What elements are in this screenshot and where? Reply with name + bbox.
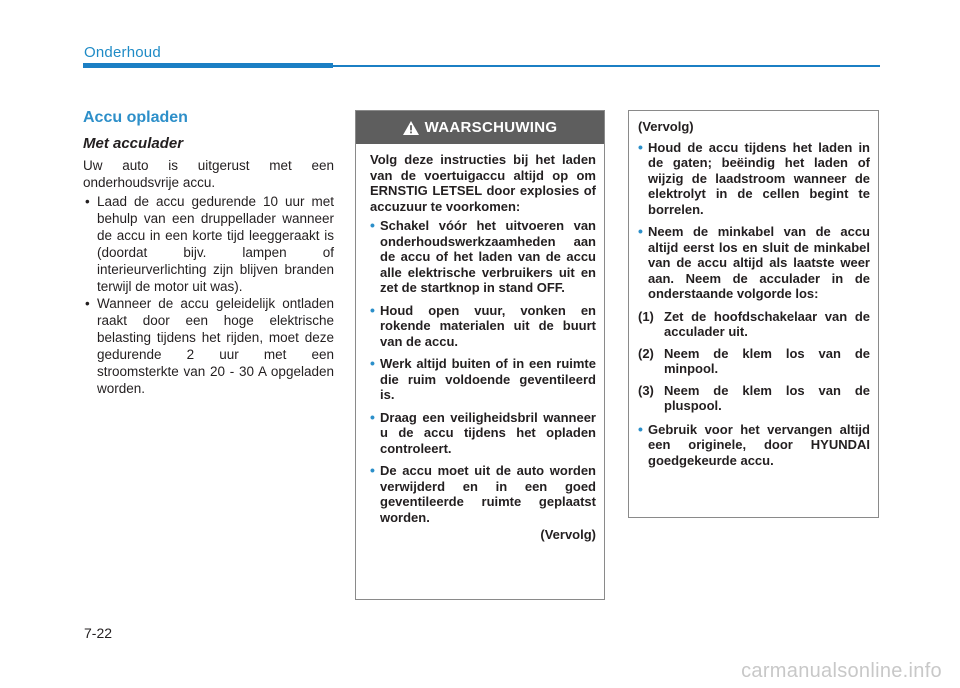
list-item xyxy=(83,295,334,397)
list-item-text: Houd de accu tijdens het laden in de gaten; beëindig het laden of wijzig de laadstroom wanneer de elektrolyt in de cellen begint te borrelen. xyxy=(648,139,870,217)
list-item-text: Draag een veiligheidsbril wanneer u de accu tijdens het opladen controleert. xyxy=(380,409,596,456)
continuation-bullet-list xyxy=(638,140,870,302)
warning-triangle-icon xyxy=(403,121,419,135)
list-item-text: De accu moet uit de auto worden verwijderd en in een goed geventileerde ruimte geplaatst worden. xyxy=(380,463,596,525)
list-item-text: Laad de accu gedurende 10 uur met behulp van een druppellader wanneer de accu in een korte tijd leeggeraakt is (doordat bijv. lampen of interieurverlichting zijn blijven branden terwijl de motor uit was). xyxy=(97,194,334,294)
intro-text: Uw auto is uitgerust met een onderhoudsvrije accu. xyxy=(83,158,334,190)
continuation-title: (Vervolg) xyxy=(638,119,694,134)
page-number: 7-22 xyxy=(84,625,113,641)
list-item-text: Gebruik voor het vervangen altijd een originele, door HYUNDAI goedgekeurde accu. xyxy=(648,421,870,468)
numbered-steps xyxy=(638,309,870,414)
list-item-text: Wanneer de accu geleidelijk ontladen raakt door een hoge elektrische belasting tijdens het rijden, moet deze gedurende 2 uur met een stroomsterkte van 20 - 30 A opgeladen worden. xyxy=(97,296,334,396)
bullet-dot-icon: • xyxy=(370,462,375,478)
continued-note: (Vervolg) xyxy=(540,527,596,542)
bullet-dot-icon: • xyxy=(638,138,643,155)
bullet-dot-icon: • xyxy=(370,217,375,233)
watermark: carmanualsonline.info xyxy=(741,660,942,682)
step-number: (3) xyxy=(638,382,654,398)
left-column xyxy=(83,108,334,397)
warning-heading: WAARSCHUWING xyxy=(424,119,558,136)
bullet-dot-icon: • xyxy=(638,223,643,239)
list-item xyxy=(83,193,334,295)
list-item-text: Houd open vuur, vonken en rokende materialen uit de buurt van de accu. xyxy=(380,302,596,349)
warning-bullet-list xyxy=(370,218,596,525)
section-subtitle: Met acculader xyxy=(83,135,184,152)
bullet-dot-icon: • xyxy=(370,355,375,371)
step-text: Neem de klem los van de minpool. xyxy=(664,345,870,376)
step-text: Zet de hoofdschakelaar van de acculader uit. xyxy=(664,308,870,339)
list-item xyxy=(370,356,596,403)
list-item xyxy=(638,422,870,469)
section-label: Onderhoud xyxy=(84,44,161,61)
bullet-dot-icon: • xyxy=(85,194,90,209)
list-item xyxy=(370,303,596,350)
warning-body xyxy=(356,144,604,543)
step-item xyxy=(638,383,870,414)
bullet-dot-icon: • xyxy=(85,296,90,311)
list-item-text: Neem de minkabel van de accu altijd eerst los en sluit de minkabel van de accu altijd als laatste weer aan. Neem de acculader in de onderstaande volgorde los: xyxy=(648,224,870,301)
step-number: (2) xyxy=(638,345,654,361)
section-title: Accu opladen xyxy=(83,109,188,126)
list-item xyxy=(370,463,596,525)
list-item xyxy=(370,218,596,296)
step-item xyxy=(638,309,870,340)
warning-box xyxy=(355,110,605,600)
bullet-dot-icon: • xyxy=(370,408,375,425)
step-item xyxy=(638,346,870,377)
step-number: (1) xyxy=(638,308,654,324)
warning-header xyxy=(356,111,604,144)
list-item xyxy=(638,224,870,302)
step-text: Neem de klem los van de pluspool. xyxy=(664,382,870,413)
continuation-box xyxy=(628,110,879,518)
list-item-text: Werk altijd buiten of in een ruimte die ruim voldoende geventileerd is. xyxy=(380,356,596,402)
header-rule-thin xyxy=(333,65,880,67)
list-item-text: Schakel vóór het uitvoeren van onderhoudswerkzaamheden aan de accu of het laden van de accu alle elektrische verbruikers uit en zet de startknop in stand OFF. xyxy=(380,218,596,295)
final-bullet-list xyxy=(638,422,870,469)
bullet-dot-icon: • xyxy=(370,301,375,318)
bullet-dot-icon: • xyxy=(638,420,643,437)
header-rule-thick xyxy=(83,63,333,68)
list-item xyxy=(370,410,596,457)
list-item xyxy=(638,140,870,218)
left-bullet-list xyxy=(83,193,334,397)
warning-intro: Volg deze instructies bij het laden van de voertuigaccu altijd op om ERNSTIG LETSEL door explosies of accuzuur te voorkomen: xyxy=(370,152,596,214)
